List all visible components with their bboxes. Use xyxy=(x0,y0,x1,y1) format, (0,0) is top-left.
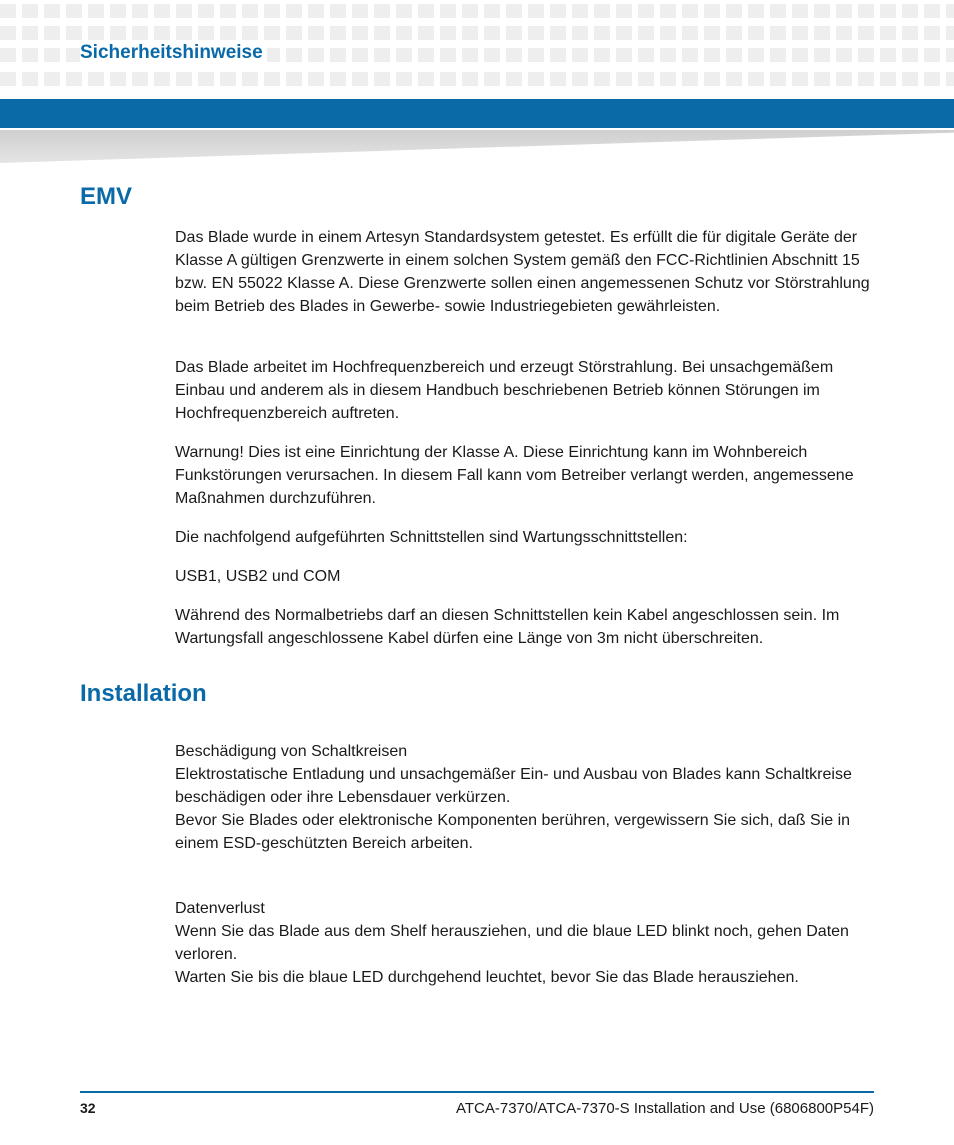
notice-esd-line-1: Elektrostatische Entladung und unsachgemäßer Ein- und Ausbau von Blades kann Schaltkreise beschädigen oder ihre Lebensdauer verkürzen. xyxy=(175,766,852,806)
heading-emv: EMV xyxy=(80,183,133,210)
tile-row xyxy=(0,72,954,86)
notice-esd xyxy=(175,740,875,855)
emv-paragraph-2: Das Blade arbeitet im Hochfrequenzbereich und erzeugt Störstrahlung. Bei unsachgemäßem Einbau und anderem als in diesem Handbuch beschriebenen Betrieb können Störungen im Hochfrequenzbereich auftreten. xyxy=(175,359,834,422)
running-header-section: Sicherheitshinweise xyxy=(80,42,267,64)
footer-rule xyxy=(80,1091,874,1093)
notice-esd-title: Beschädigung von Schaltkreisen xyxy=(175,743,408,760)
emv-paragraph-6: Während des Normalbetriebs darf an diesen Schnittstellen kein Kabel angeschlossen sein. Im Wartungsfall angeschlossene Kabel dürfen eine Länge von 3m nicht überschreiten. xyxy=(175,607,840,647)
emv-paragraph-1: Das Blade wurde in einem Artesyn Standardsystem getestet. Es erfüllt die für digitale Geräte der Klasse A gültigen Grenzwerte in einem solchen System gemäß den FCC-Richtlinien Abschnitt 15 bzw. EN 55022 Klasse A. Diese Grenzwerte sollen einen angemessenen Schutz vor Störstrahlung beim Betrieb des Blades in Gewerbe- sowie Industriegebieten gewährleisten. xyxy=(175,229,870,315)
header-blue-bar xyxy=(0,99,954,128)
notice-data-loss-line-1: Wenn Sie das Blade aus dem Shelf herausziehen, und die blaue LED blinkt noch, gehen Daten verloren. xyxy=(175,923,849,963)
page-number: 32 xyxy=(80,1100,96,1116)
notice-data-loss xyxy=(175,897,875,989)
notice-esd-line-2: Bevor Sie Blades oder elektronische Komponenten berühren, vergewissern Sie sich, daß Sie in einem ESD-geschützten Bereich arbeiten. xyxy=(175,812,851,852)
header-grey-wedge xyxy=(0,130,954,163)
emv-paragraph-3: Warnung! Dies ist eine Einrichtung der Klasse A. Diese Einrichtung kann im Wohnbereich Funkstörungen verursachen. In diesem Fall kann vom Betreiber verlangt werden, angemessene Maßnahmen durchzuführen. xyxy=(175,444,854,507)
emv-paragraph-4: Die nachfolgend aufgeführten Schnittstellen sind Wartungsschnittstellen: xyxy=(175,529,688,546)
emv-paragraph-5: USB1, USB2 und COM xyxy=(175,568,341,585)
footer-document-title: ATCA-7370/ATCA-7370-S Installation and Use (6806800P54F) xyxy=(455,1100,874,1117)
notice-data-loss-line-2: Warten Sie bis die blaue LED durchgehend leuchtet, bevor Sie das Blade herausziehen. xyxy=(175,969,799,986)
heading-installation: Installation xyxy=(80,680,207,707)
tile-row xyxy=(0,26,954,40)
notice-data-loss-title: Datenverlust xyxy=(175,900,265,917)
tile-row xyxy=(0,4,954,18)
